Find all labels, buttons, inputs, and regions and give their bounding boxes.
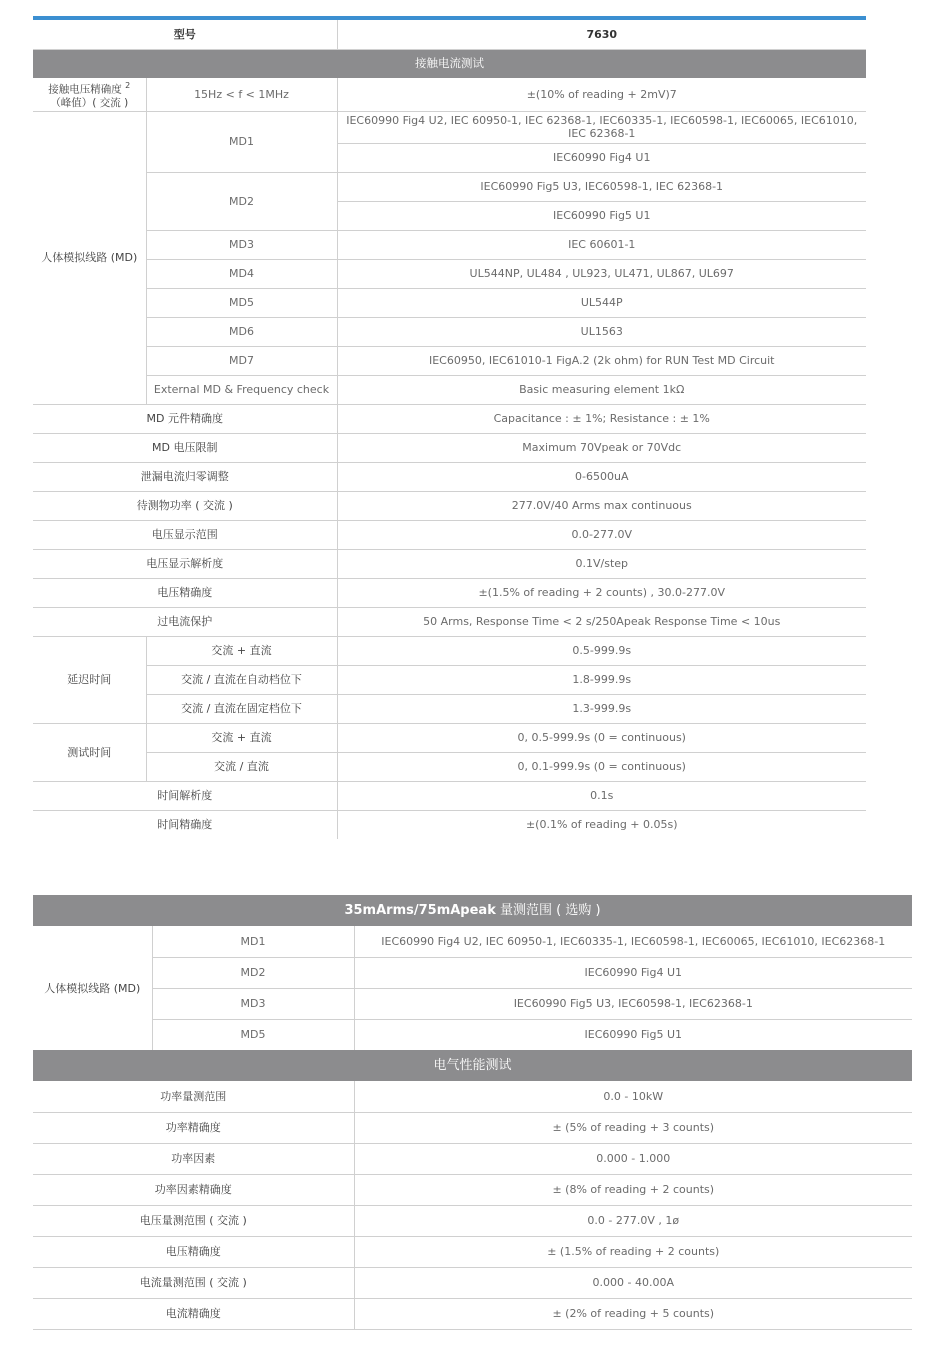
spec-value: 0.000 - 1.000 bbox=[354, 1143, 912, 1174]
spec-label: 时间精确度 bbox=[157, 818, 213, 832]
spec-row bbox=[33, 1298, 912, 1329]
spec-row bbox=[33, 491, 866, 520]
spec-row bbox=[33, 607, 866, 636]
test-time-label: 测试时间 bbox=[33, 723, 146, 781]
contact-voltage-freq: 15Hz < f < 1MHz bbox=[146, 78, 337, 111]
md-row bbox=[33, 346, 866, 375]
model-number: 7630 bbox=[337, 20, 866, 49]
spec-value: 0.1V/step bbox=[337, 549, 866, 578]
delay-sub: 交流 + 直流 bbox=[146, 636, 337, 665]
spec-table-optional bbox=[33, 895, 912, 1330]
section-header-electrical bbox=[33, 1050, 912, 1081]
delay-row bbox=[33, 694, 866, 723]
spec-label: 电压显示范围 bbox=[33, 520, 337, 549]
md-value: UL1563 bbox=[337, 317, 866, 346]
section-title: 电气性能测试 bbox=[33, 1050, 912, 1081]
contact-voltage-value: ±(10% of reading + 2mV)7 bbox=[337, 78, 866, 111]
md-name: External MD & Frequency check bbox=[146, 375, 337, 404]
spec-label: 功率因素 bbox=[33, 1143, 354, 1174]
md-value: IEC60990 Fig5 U1 bbox=[354, 1019, 912, 1050]
spec-value: Maximum 70Vpeak or 70Vdc bbox=[337, 433, 866, 462]
spec-label: 时间解析度 bbox=[33, 781, 337, 810]
md-name: MD4 bbox=[146, 259, 337, 288]
md-row bbox=[33, 172, 866, 201]
spec-label: 过电流保护 bbox=[33, 607, 337, 636]
spec-row bbox=[33, 1143, 912, 1174]
spec-label: 电压精确度 bbox=[33, 578, 337, 607]
model-label: 型号 bbox=[33, 20, 337, 49]
contact-voltage-row bbox=[33, 78, 866, 111]
delay-sub: 交流 / 直流在固定档位下 bbox=[146, 694, 337, 723]
spec-row bbox=[33, 520, 866, 549]
md-row bbox=[33, 1019, 912, 1050]
spec-label: MD 元件精确度 bbox=[33, 404, 337, 433]
spec-row bbox=[33, 1174, 912, 1205]
spec-value: Capacitance : ± 1%; Resistance : ± 1% bbox=[337, 404, 866, 433]
md-name: MD3 bbox=[152, 988, 354, 1019]
spec-value: 0.0-277.0V bbox=[337, 520, 866, 549]
md-row bbox=[33, 259, 866, 288]
spec-label: 电流精确度 bbox=[33, 1298, 354, 1329]
md-name: MD1 bbox=[146, 111, 337, 172]
section-header-contact-current bbox=[33, 49, 866, 78]
spec-value: ± (1.5% of reading + 2 counts) bbox=[354, 1236, 912, 1267]
spec-row bbox=[33, 462, 866, 491]
delay-value: 1.8-999.9s bbox=[337, 665, 866, 694]
md-row bbox=[33, 926, 912, 957]
spec-row bbox=[33, 578, 866, 607]
spec-row bbox=[33, 810, 866, 839]
test-time-sub: 交流 / 直流 bbox=[146, 752, 337, 781]
spec-value: 277.0V/40 Arms max continuous bbox=[337, 491, 866, 520]
md-row bbox=[33, 957, 912, 988]
delay-value: 1.3-999.9s bbox=[337, 694, 866, 723]
md-row bbox=[33, 317, 866, 346]
spec-row bbox=[33, 1205, 912, 1236]
md-name: MD1 bbox=[152, 926, 354, 957]
md-value: IEC60990 Fig4 U1 bbox=[337, 143, 866, 172]
spec-label: 功率量测范围 bbox=[33, 1081, 354, 1112]
md-group-label: 人体模拟线路 (MD) bbox=[44, 981, 141, 995]
delay-sub: 交流 / 直流在自动档位下 bbox=[146, 665, 337, 694]
md-row bbox=[33, 288, 866, 317]
spec-row bbox=[33, 404, 866, 433]
spec-label: 电压显示解析度 bbox=[33, 549, 337, 578]
spec-row bbox=[33, 1236, 912, 1267]
md-name: MD5 bbox=[146, 288, 337, 317]
spec-row bbox=[33, 1112, 912, 1143]
spec-row bbox=[33, 433, 866, 462]
md-value: IEC60990 Fig5 U3, IEC60598-1, IEC62368-1 bbox=[354, 988, 912, 1019]
spec-label: 电流量测范围 ( 交流 ) bbox=[33, 1267, 354, 1298]
section-header-optional-range bbox=[33, 895, 912, 926]
md-name: MD5 bbox=[152, 1019, 354, 1050]
header-row bbox=[33, 20, 866, 49]
md-value: IEC60990 Fig5 U3, IEC60598-1, IEC 62368-1 bbox=[337, 172, 866, 201]
spec-row bbox=[33, 549, 866, 578]
spec-value: 0.0 - 10kW bbox=[354, 1081, 912, 1112]
md-name: MD3 bbox=[146, 230, 337, 259]
spec-label: 电压量测范围 ( 交流 ) bbox=[33, 1205, 354, 1236]
spec-row bbox=[33, 781, 866, 810]
delay-label: 延迟时间 bbox=[33, 636, 146, 723]
spec-label: 待测物功率 ( 交流 ) bbox=[33, 491, 337, 520]
md-value: IEC60950, IEC61010-1 FigA.2 (2k ohm) for RUN Test MD Circuit bbox=[337, 346, 866, 375]
spec-value: ± (2% of reading + 5 counts) bbox=[354, 1298, 912, 1329]
test-time-value: 0, 0.5-999.9s (0 = continuous) bbox=[337, 723, 866, 752]
spec-table-7630 bbox=[33, 16, 866, 839]
spec-value: ±(1.5% of reading + 2 counts) , 30.0-277.0V bbox=[337, 578, 866, 607]
md-value: IEC60990 Fig5 U1 bbox=[337, 201, 866, 230]
md-row bbox=[33, 230, 866, 259]
md-group-label: 人体模拟线路 (MD) bbox=[33, 111, 146, 404]
spec-label: 功率精确度 bbox=[33, 1112, 354, 1143]
contact-voltage-label: 接触电压精确度 $^2$ （峰值）( 交流 ) bbox=[33, 78, 146, 111]
md-value: IEC 60601-1 bbox=[337, 230, 866, 259]
delay-row bbox=[33, 636, 866, 665]
spec-value: ±(0.1% of reading + 0.05s) bbox=[337, 810, 866, 839]
delay-value: 0.5-999.9s bbox=[337, 636, 866, 665]
md-row bbox=[33, 111, 866, 143]
md-row bbox=[33, 375, 866, 404]
md-value: IEC60990 Fig4 U1 bbox=[354, 957, 912, 988]
md-value: UL544P bbox=[337, 288, 866, 317]
md-value: Basic measuring element 1kΩ bbox=[337, 375, 866, 404]
spec-label: 功率因素精确度 bbox=[33, 1174, 354, 1205]
section-title: 35mArms/75mApeak 量测范围 ( 选购 ) bbox=[33, 895, 912, 926]
spec-value: 0-6500uA bbox=[337, 462, 866, 491]
test-time-row bbox=[33, 752, 866, 781]
spec-value: ± (5% of reading + 3 counts) bbox=[354, 1112, 912, 1143]
test-time-row bbox=[33, 723, 866, 752]
spec-label: MD 电压限制 bbox=[33, 433, 337, 462]
md-value: UL544NP, UL484 , UL923, UL471, UL867, UL697 bbox=[337, 259, 866, 288]
spec-value: 0.000 - 40.00A bbox=[354, 1267, 912, 1298]
spec-value: 0.0 - 277.0V , 1ø bbox=[354, 1205, 912, 1236]
md-name: MD2 bbox=[152, 957, 354, 988]
spec-value: 0.1s bbox=[337, 781, 866, 810]
spec-row bbox=[33, 1081, 912, 1112]
spec-value: ± (8% of reading + 2 counts) bbox=[354, 1174, 912, 1205]
spec-label: 泄漏电流归零调整 bbox=[33, 462, 337, 491]
md-value: IEC60990 Fig4 U2, IEC 60950-1, IEC60335-1, IEC60598-1, IEC60065, IEC61010, IEC62368-1 bbox=[354, 926, 912, 957]
test-time-value: 0, 0.1-999.9s (0 = continuous) bbox=[337, 752, 866, 781]
delay-row bbox=[33, 665, 866, 694]
spec-row bbox=[33, 1267, 912, 1298]
md-name: MD6 bbox=[146, 317, 337, 346]
spec-label: 电压精确度 bbox=[33, 1236, 354, 1267]
md-value: IEC60990 Fig4 U2, IEC 60950-1, IEC 62368-1, IEC60335-1, IEC60598-1, IEC60065, IEC61010, IEC 62368-1 bbox=[337, 111, 866, 143]
md-name: MD7 bbox=[146, 346, 337, 375]
section-title: 接触电流测试 bbox=[33, 49, 866, 78]
spec-value: 50 Arms, Response Time < 2 s/250Apeak Response Time < 10us bbox=[337, 607, 866, 636]
md-name: MD2 bbox=[146, 172, 337, 230]
test-time-sub: 交流 + 直流 bbox=[146, 723, 337, 752]
md-row bbox=[33, 988, 912, 1019]
